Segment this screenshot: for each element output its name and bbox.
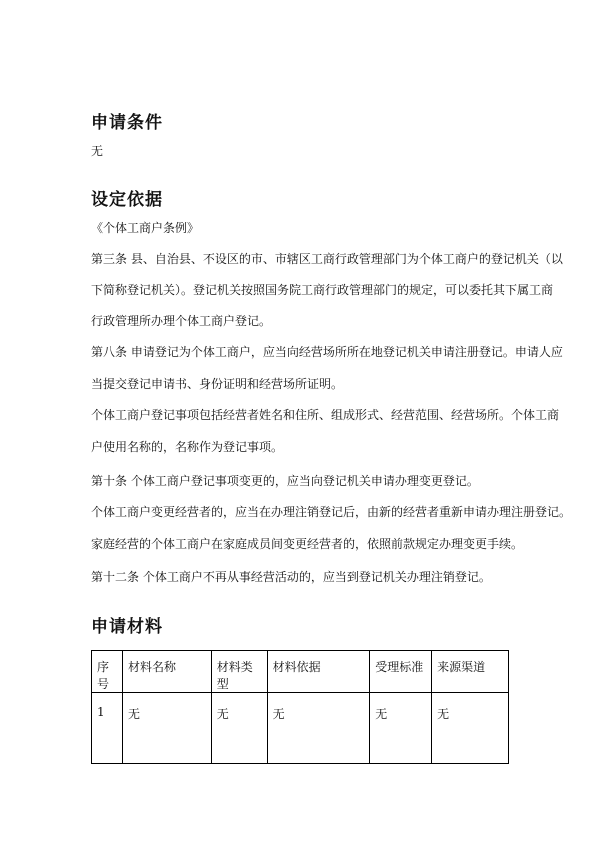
table-header-row <box>92 651 509 693</box>
basis-source: 《个体工商户条例》 <box>91 221 200 235</box>
column-header-type: 材料类型 <box>211 651 267 693</box>
materials-table <box>91 650 509 764</box>
conditions-text: 无 <box>91 144 104 158</box>
basis-paragraph: 下简称登记机关）。登记机关按照国务院工商行政管理部门的规定，可以委托其下属工商 <box>91 283 554 297</box>
cell-type: 无 <box>211 693 267 764</box>
basis-paragraph: 第三条 县、自治县、不设区的市、市辖区工商行政管理部门为个体工商户的登记机关（以 <box>91 252 563 266</box>
cell-channel: 无 <box>432 693 509 764</box>
section-title-materials: 申请材料 <box>91 617 163 637</box>
basis-paragraph: 个体工商户变更经营者的，应当在办理注销登记后，由新的经营者重新申请办理注册登记。 <box>91 505 572 519</box>
cell-index: 1 <box>92 693 123 764</box>
basis-paragraph: 户使用名称的，名称作为登记事项。 <box>91 440 284 454</box>
table-row <box>92 693 509 764</box>
column-header-channel: 来源渠道 <box>432 651 509 693</box>
column-header-name: 材料名称 <box>122 651 211 693</box>
column-header-index: 序号 <box>92 651 123 693</box>
column-header-basis: 材料依据 <box>267 651 370 693</box>
basis-paragraph: 个体工商户登记事项包括经营者姓名和住所、组成形式、经营范围、经营场所。个体工商 <box>91 408 560 422</box>
basis-paragraph: 第十条 个体工商户登记事项变更的，应当向登记机关申请办理变更登记。 <box>91 474 479 488</box>
basis-paragraph: 家庭经营的个体工商户在家庭成员间变更经营者的，依照前款规定办理变更手续。 <box>91 537 524 551</box>
basis-paragraph: 当提交登记申请书、身份证明和经营场所证明。 <box>91 377 344 391</box>
basis-paragraph: 第十二条 个体工商户不再从事经营活动的，应当到登记机关办理注销登记。 <box>91 570 491 584</box>
cell-name: 无 <box>122 693 211 764</box>
cell-standard: 无 <box>370 693 432 764</box>
section-title-conditions: 申请条件 <box>91 113 163 133</box>
basis-paragraph: 第八条 申请登记为个体工商户，应当向经营场所所在地登记机关申请注册登记。申请人应 <box>91 345 563 359</box>
section-title-basis: 设定依据 <box>91 190 163 210</box>
cell-basis: 无 <box>267 693 370 764</box>
column-header-standard: 受理标准 <box>370 651 432 693</box>
basis-paragraph: 行政管理所办理个体工商户登记。 <box>91 314 272 328</box>
